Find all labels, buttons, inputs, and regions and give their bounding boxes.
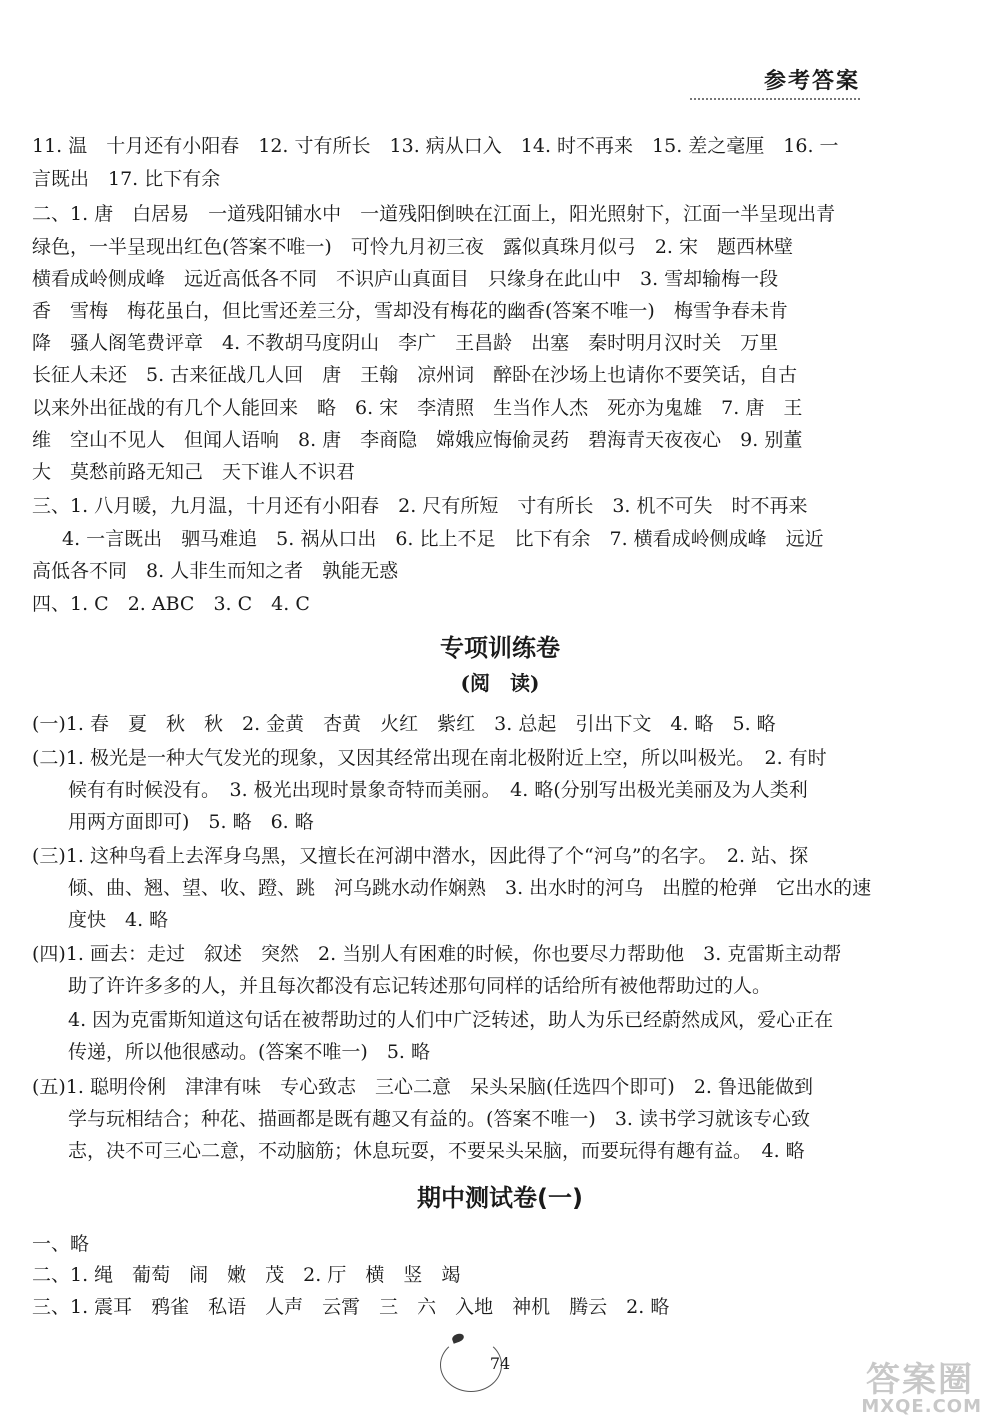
- page-header-title: 参考答案: [763, 69, 860, 94]
- answer-line: 高低各不同 8. 人非生而知之者 孰能无惑: [32, 560, 399, 582]
- section-title: 专项训练卷: [440, 634, 560, 662]
- answer-line: 降 骚人阁笔费评章 4. 不教胡马度阴山 李广 王昌龄 出塞 秦时明月汉时关 万里: [32, 332, 779, 354]
- answer-line: 一、略: [32, 1233, 90, 1255]
- answer-line: 三、1. 震耳 鸦雀 私语 人声 云霄 三 六 入地 神机 腾云 2. 略: [32, 1296, 670, 1318]
- answer-line: 绿色，一半呈现出红色(答案不唯一) 可怜九月初三夜 露似真珠月似弓 2. 宋 题西林壁: [32, 236, 793, 258]
- section-title: 期中测试卷(一): [417, 1184, 583, 1212]
- answer-line: 志，决不可三心二意，不动脑筋；休息玩耍，不要呆头呆脑，而要玩得有趣有益。 4. 略: [68, 1140, 805, 1162]
- answer-line: 4. 因为克雷斯知道这句话在被帮助过的人们中广泛转述，助人为乐已经蔚然成风，爱心正在: [68, 1009, 834, 1031]
- answer-line: 助了许许多多的人，并且每次都没有忘记转述那句同样的话给所有被他帮助过的人。: [68, 975, 772, 997]
- watermark-text: 答案圈: [866, 1360, 974, 1400]
- answer-line: 以来外出征战的有几个人能回来 略 6. 宋 李清照 生当作人杰 死亦为鬼雄 7. 唐 王: [32, 397, 803, 419]
- answer-line: 三、1. 八月暖，九月温，十月还有小阳春 2. 尺有所短 寸有所长 3. 机不可失 时不再来: [32, 495, 808, 517]
- answer-line: 11. 温 十月还有小阳春 12. 寸有所长 13. 病从口入 14. 时不再来 15. 差之毫厘 16. 一: [32, 135, 839, 157]
- section-subtitle: (阅 读): [460, 671, 540, 695]
- answer-line: 4. 一言既出 驷马难追 5. 祸从口出 6. 比上不足 比下有余 7. 横看成岭侧成峰 远近: [62, 528, 824, 550]
- answer-line: 学与玩相结合；种花、描画都是既有趣又有益的。(答案不唯一) 3. 读书学习就该专心致: [68, 1108, 810, 1130]
- answer-line: 倾、曲、翘、望、收、蹬、跳 河乌跳水动作娴熟 3. 出水时的河乌 出膛的枪弹 它出水的速: [68, 877, 872, 899]
- answer-line: 大 莫愁前路无知己 天下谁人不识君: [32, 461, 356, 483]
- page-number: 74: [489, 1354, 511, 1373]
- answer-line: (四)1. 画去：走过 叙述 突然 2. 当别人有困难的时候，你也要尽力帮助他 3. 克雷斯主动帮: [32, 943, 842, 965]
- answer-line: 度快 4. 略: [68, 909, 169, 931]
- header-divider: [690, 98, 860, 100]
- answer-line: 维 空山不见人 但闻人语响 8. 唐 李商隐 嫦娥应悔偷灵药 碧海青天夜夜心 9. 别董: [32, 429, 803, 451]
- answer-line: 长征人未还 5. 古来征战几人回 唐 王翰 凉州词 醉卧在沙场上也请你不要笑话，自古: [32, 364, 798, 386]
- answer-line: 言既出 17. 比下有余: [32, 168, 221, 190]
- answer-line: 候有有时候没有。 3. 极光出现时景象奇特而美丽。 4. 略(分别写出极光美丽及为人类利: [68, 779, 808, 801]
- answer-line: (五)1. 聪明伶俐 津津有味 专心致志 三心二意 呆头呆脑(任选四个即可) 2. 鲁迅能做到: [32, 1076, 813, 1098]
- answer-line: (二)1. 极光是一种大气发光的现象，又因其经常出现在南北极附近上空，所以叫极光。 2. 有时: [32, 747, 827, 769]
- answer-line: 用两方面即可) 5. 略 6. 略: [68, 811, 314, 833]
- answer-line: 横看成岭侧成峰 远近高低各不同 不识庐山真面目 只缘身在此山中 3. 雪却输梅一段: [32, 268, 779, 290]
- answer-line: 二、1. 唐 白居易 一道残阳铺水中 一道残阳倒映在江面上，阳光照射下，江面一半呈现出青: [32, 203, 836, 225]
- watermark-logo: [772, 1352, 982, 1422]
- answer-line: 二、1. 绳 葡萄 闹 嫩 茂 2. 厅 横 竖 竭: [32, 1264, 461, 1286]
- answer-line: (一)1. 春 夏 秋 秋 2. 金黄 杏黄 火红 紫红 3. 总起 引出下文 4. 略 5. 略: [32, 713, 776, 735]
- answer-line: 四、1. C 2. ABC 3. C 4. C: [32, 593, 310, 615]
- answer-line: 传递，所以他很感动。(答案不唯一) 5. 略: [68, 1041, 430, 1063]
- watermark-url: MXQE.COM: [861, 1396, 982, 1417]
- answer-line: (三)1. 这种鸟看上去浑身乌黑，又擅长在河湖中潜水，因此得了个“河乌”的名字。 2. 站、探: [32, 845, 809, 867]
- answer-line: 香 雪梅 梅花虽白，但比雪还差三分，雪却没有梅花的幽香(答案不唯一) 梅雪争春未肯: [32, 300, 788, 322]
